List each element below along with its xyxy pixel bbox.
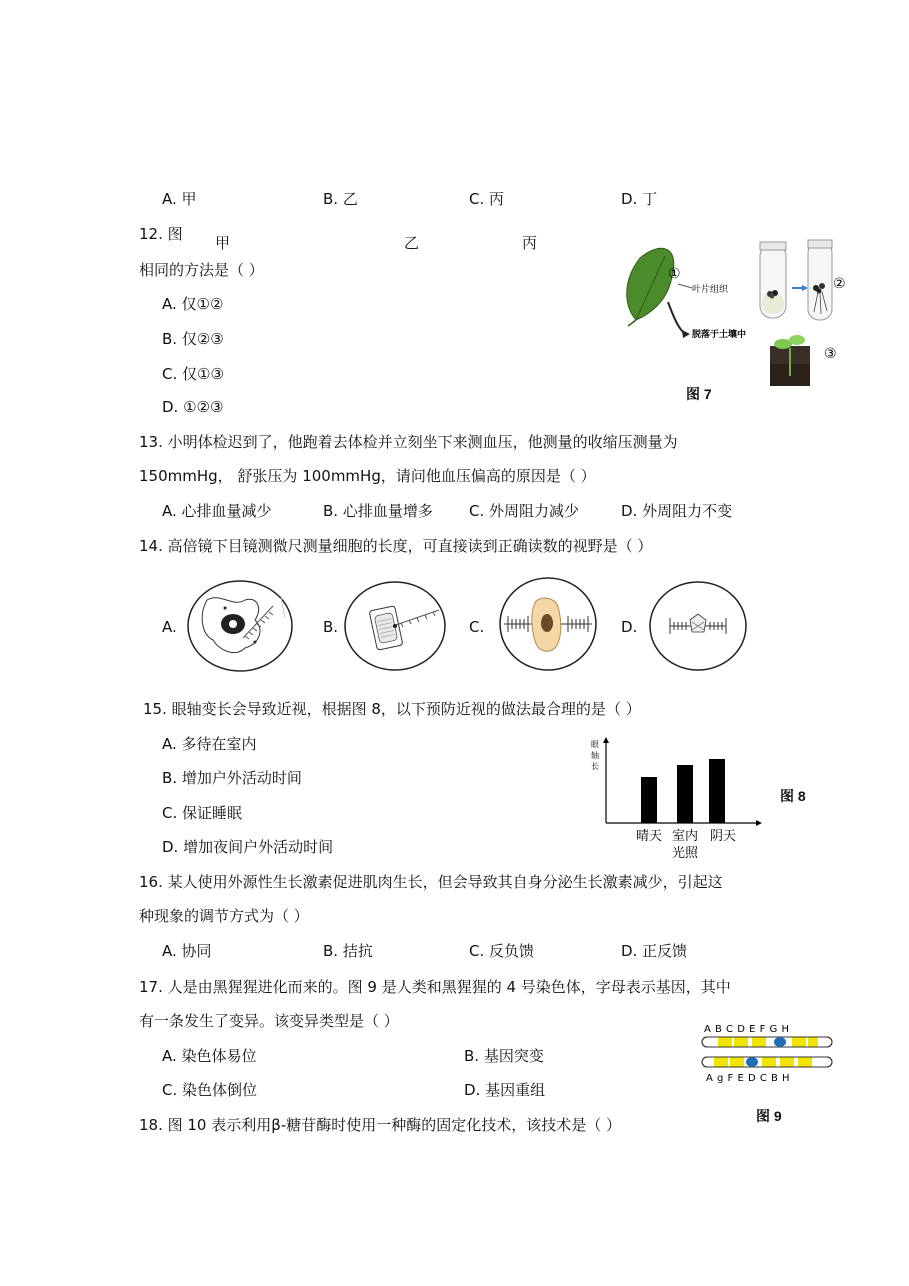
q17-stem-line1: 17. 人是由黑猩猩进化而来的。图 9 是人类和黑猩猩的 4 号染色体，字母表示基因，其中 bbox=[139, 978, 731, 996]
fig9-bottom-gene-letters: A g F E D C B H bbox=[706, 1073, 791, 1084]
figure-7-caption: 图 7 bbox=[686, 386, 712, 402]
figure-8-bar-chart bbox=[590, 735, 765, 865]
seedling-icon bbox=[770, 335, 810, 386]
q15-stem: 15. 眼轴变长会导致近视，根据图 8，以下预防近视的做法最合理的是（ ） bbox=[143, 700, 641, 718]
q18-stem: 18. 图 10 表示利用β-糖苷酶时使用一种酶的固定化技术，该技术是（ ） bbox=[139, 1116, 622, 1134]
q13-option-b: B. 心排血量增多 bbox=[323, 502, 433, 520]
q16-option-b: B. 拮抗 bbox=[323, 942, 373, 960]
q11-option-b: B. 乙 bbox=[323, 190, 358, 208]
q16-stem-line1: 16. 某人使用外源性生长激素促进肌肉生长，但会导致其自身分泌生长激素减少，引起这 bbox=[139, 873, 723, 891]
q11-option-d: D. 丁 bbox=[621, 190, 658, 208]
q12-option-a: A. 仅①② bbox=[162, 295, 224, 313]
microscope-field-a bbox=[185, 578, 295, 674]
q14-label-d: D. bbox=[621, 618, 638, 636]
fig7-soil-label: 脱落于土壤中 bbox=[692, 330, 747, 340]
q14-label-c: C. bbox=[469, 618, 485, 636]
chart-x-tick-label: 光照 bbox=[671, 846, 699, 861]
fig7-circle-2: ② bbox=[833, 276, 846, 292]
chart-bar bbox=[641, 777, 657, 823]
figure-9-caption: 图 9 bbox=[756, 1108, 782, 1124]
microscope-field-c bbox=[498, 575, 598, 673]
q14-label-b: B. bbox=[323, 618, 339, 636]
q15-option-c: C. 保证睡眠 bbox=[162, 804, 243, 822]
q12-option-d: D. ①②③ bbox=[162, 398, 224, 416]
chromosome-top bbox=[702, 1037, 832, 1047]
q12-option-b: B. 仅②③ bbox=[162, 330, 224, 348]
fig9-top-gene-letters: A B C D E F G H bbox=[704, 1024, 790, 1035]
q16-option-a: A. 协同 bbox=[162, 942, 212, 960]
q12-label-yi: 乙 bbox=[404, 234, 420, 252]
figure-9-chromosomes bbox=[700, 1020, 838, 1086]
q13-option-a: A. 心排血量减少 bbox=[162, 502, 272, 520]
q17-option-b: B. 基因突变 bbox=[464, 1047, 544, 1065]
fig7-leaf-tissue-label: 叶片组织 bbox=[692, 285, 729, 295]
fig7-circle-3: ③ bbox=[824, 346, 837, 362]
fig7-circle-1: ① bbox=[668, 266, 681, 282]
microscope-field-b bbox=[343, 580, 447, 672]
q12-label-jia: 甲 bbox=[215, 234, 231, 252]
leaf-icon bbox=[627, 248, 674, 320]
q11-option-a: A. 甲 bbox=[162, 190, 197, 208]
q13-stem-line1: 13. 小明体检迟到了，他跑着去体检并立刻坐下来测血压，他测量的收缩压测量为 bbox=[139, 433, 678, 451]
q17-option-d: D. 基因重组 bbox=[464, 1081, 546, 1099]
q17-stem-line2: 有一条发生了变异。该变异类型是（ ） bbox=[139, 1012, 399, 1030]
q14-label-a: A. bbox=[162, 618, 177, 636]
q17-option-c: C. 染色体倒位 bbox=[162, 1081, 258, 1099]
chart-bar bbox=[709, 759, 725, 823]
q15-option-a: A. 多待在室内 bbox=[162, 735, 257, 753]
chart-y-label-char: 长 bbox=[591, 762, 599, 771]
q13-option-c: C. 外周阻力减少 bbox=[469, 502, 580, 520]
chart-y-label bbox=[591, 740, 599, 771]
q13-option-d: D. 外周阻力不变 bbox=[621, 502, 733, 520]
q14-stem: 14. 高倍镜下目镜测微尺测量细胞的长度，可直接读到正确读数的视野是（ ） bbox=[139, 537, 653, 555]
q17-option-a: A. 染色体易位 bbox=[162, 1047, 257, 1065]
q13-stem-line2: 150mmHg， 舒张压为 100mmHg，请问他血压偏高的原因是（ ） bbox=[139, 467, 596, 485]
q12-option-c: C. 仅①③ bbox=[162, 365, 224, 383]
figure-7 bbox=[620, 236, 860, 396]
q15-option-b: B. 增加户外活动时间 bbox=[162, 769, 302, 787]
chart-x-tick-label: 晴天 bbox=[635, 829, 663, 844]
chart-bar bbox=[677, 765, 693, 823]
chart-x-tick-label: 室内 bbox=[671, 829, 699, 844]
chromosome-bottom bbox=[702, 1057, 832, 1067]
q16-option-c: C. 反负馈 bbox=[469, 942, 535, 960]
q11-option-c: C. 丙 bbox=[469, 190, 505, 208]
chart-x-tick-label: 阴天 bbox=[709, 829, 737, 844]
q16-option-d: D. 正反馈 bbox=[621, 942, 688, 960]
q12-stem-end: 相同的方法是（ ） bbox=[139, 261, 264, 279]
chart-y-label-char: 眼 bbox=[591, 740, 599, 749]
figure-8-caption: 图 8 bbox=[780, 788, 806, 804]
test-tube-2-icon bbox=[808, 240, 832, 320]
chart-y-label-char: 轴 bbox=[591, 751, 599, 760]
q12-label-bing: 丙 bbox=[522, 234, 538, 252]
test-tube-1-icon bbox=[760, 242, 786, 318]
q12-stem-start: 12. 图 bbox=[139, 225, 183, 243]
microscope-field-d bbox=[648, 580, 748, 672]
q16-stem-line2: 种现象的调节方式为（ ） bbox=[139, 907, 309, 925]
q15-option-d: D. 增加夜间户外活动时间 bbox=[162, 838, 334, 856]
